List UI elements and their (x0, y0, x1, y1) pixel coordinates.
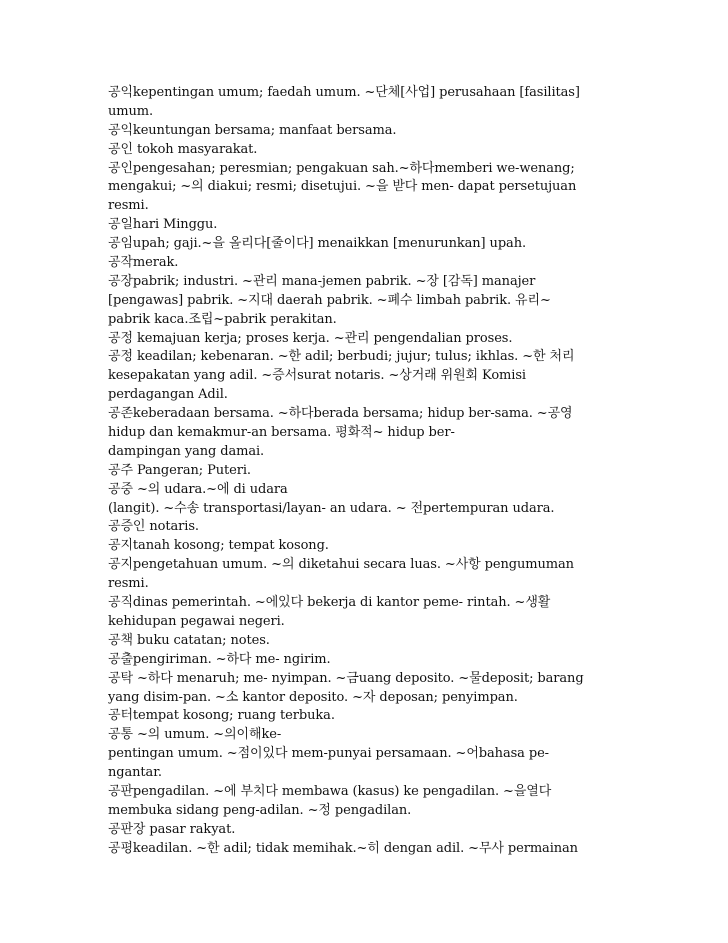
text-line: pabrik kaca.조립~pabrik perakitan. (108, 311, 337, 327)
text-line: 공익kepentingan umum; faedah umum. ~단체[사업] perusahaan [fasilitas] (108, 85, 580, 100)
text-line: 공판장 pasar rakyat. (108, 821, 236, 837)
text-line: 공장pabrik; industri. ~관리 mana-jemen pabrik. ~장 [감독] manajer (108, 273, 536, 289)
text-line: 공일hari Minggu. (108, 217, 218, 233)
text-line: dampingan yang damai. (108, 443, 265, 459)
text-line: 공임upah; gaji.~을 올리다[줄이다] menaikkan [menurunkan] upah. (108, 236, 527, 252)
text-line: yang disim-pan. ~소 kantor deposito. ~자 deposan; penyimpan. (108, 689, 518, 705)
text-line: hidup dan kemakmur-an bersama. 평화적~ hidup ber- (108, 425, 455, 441)
text-line: 공주 Pangeran; Puteri. (108, 462, 251, 478)
text-line: 공평keadilan. ~한 adil; tidak memihak.~히 dengan adil. ~무사 permainan (108, 840, 578, 856)
text-line: resmi. (108, 576, 149, 592)
text-line: 공지pengetahuan umum. ~의 diketahui secara luas. ~사항 pengumuman (108, 557, 574, 573)
text-line: 공통 ~의 umum. ~의이해ke- (108, 727, 282, 743)
text-line: 공출pengiriman. ~하다 me- ngirim. (108, 651, 331, 667)
text-line: ngantar. (108, 765, 162, 781)
text-line: kehidupan pegawai negeri. (108, 613, 285, 629)
text-line: [pengawas] pabrik. ~지대 daerah pabrik. ~폐수 limbah pabrik. 유리~ (108, 292, 551, 308)
text-line: 공직dinas pemerintah. ~에있다 bekerja di kantor peme- rintah. ~생활 (108, 595, 551, 611)
text-line: pentingan umum. ~점이있다 mem-punyai persamaan. ~어bahasa pe- (108, 746, 549, 762)
dictionary-page (108, 84, 626, 859)
text-line: kesepakatan yang adil. ~증서surat notaris. ~상거래 위원회 Komisi (108, 368, 526, 384)
text-line: 공증인 notaris. (108, 519, 199, 535)
text-line: membuka sidang peng-adilan. ~정 pengadilan. (108, 802, 412, 818)
text-line: 공책 buku catatan; notes. (108, 632, 270, 648)
text-line: 공존keberadaan bersama. ~하다berada bersama; hidup ber-sama. ~공영 (108, 406, 573, 422)
text-line: 공인 tokoh masyarakat. (108, 141, 258, 157)
text-line: (langit). ~수송 transportasi/layan- an udara. ~ 전pertempuran udara. (108, 500, 555, 516)
text-line: 공정 kemajuan kerja; proses kerja. ~관리 pengendalian proses. (108, 330, 513, 346)
text-line: 공중 ~의 udara.~에 di udara (108, 481, 288, 497)
text-line: resmi. (108, 198, 149, 214)
text-line: 공지tanah kosong; tempat kosong. (108, 538, 329, 554)
text-line: 공판pengadilan. ~에 부치다 membawa (kasus) ke pengadilan. ~을열다 (108, 783, 552, 799)
text-line: 공작merak. (108, 255, 179, 271)
text-line: perdagangan Adil. (108, 387, 228, 403)
text-line: mengakui; ~의 diakui; resmi; disetujui. ~을 받다 men- dapat persetujuan (108, 179, 577, 195)
text-line: 공인pengesahan; peresmian; pengakuan sah.~하다memberi we-wenang; (108, 160, 575, 176)
text-line: 공익keuntungan bersama; manfaat bersama. (108, 122, 397, 138)
text-line: 공정 keadilan; kebenaran. ~한 adil; berbudi; jujur; tulus; ikhlas. ~한 처리 (108, 349, 575, 365)
text-line: 공탁 ~하다 menaruh; me- nyimpan. ~금uang deposito. ~물deposit; barang (108, 670, 584, 686)
text-line: 공터tempat kosong; ruang terbuka. (108, 708, 335, 724)
text-line: umum. (108, 103, 154, 119)
